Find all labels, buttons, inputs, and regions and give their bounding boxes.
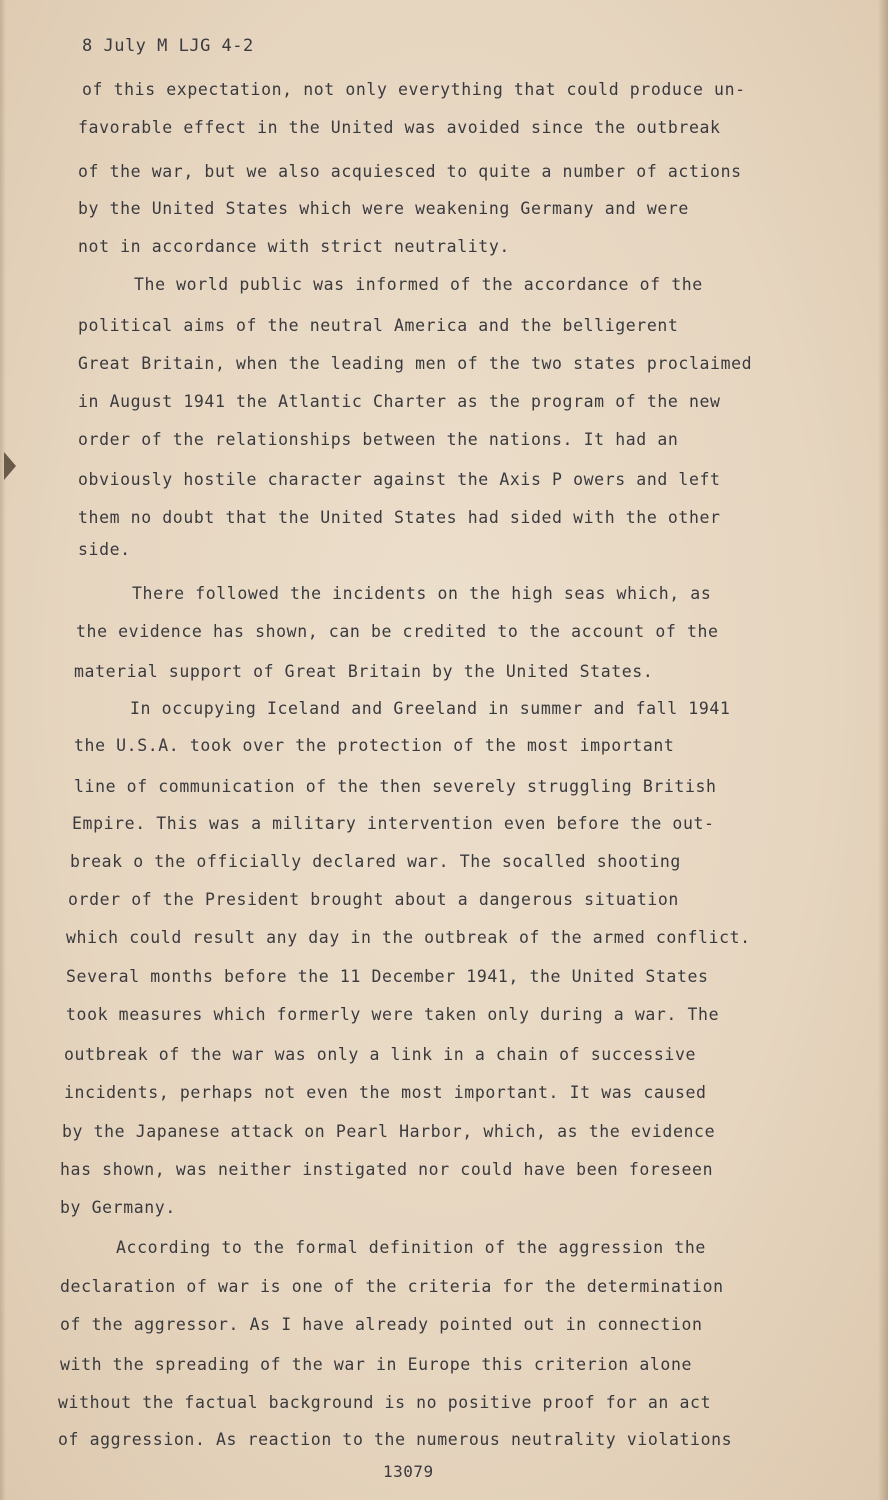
text-line: side. — [78, 540, 131, 559]
text-line: Great Britain, when the leading men of the two states proclaimed — [78, 354, 753, 373]
text-line: of aggression. As reaction to the numerous neutrality violations — [58, 1430, 733, 1449]
text-line: the evidence has shown, can be credited to the account of the — [76, 622, 719, 641]
text-line: In occupying Iceland and Greeland in summer and fall 1941 — [130, 699, 731, 718]
text-line: of this expectation, not only everything that could produce un- — [82, 80, 746, 99]
text-line: Empire. This was a military intervention even before the out- — [72, 814, 715, 833]
text-line: outbreak of the war was only a link in a chain of successive — [64, 1045, 697, 1064]
text-line: of the war, but we also acquiesced to quite a number of actions — [78, 162, 742, 181]
text-line: by Germany. — [60, 1198, 176, 1217]
text-line: obviously hostile character against the Axis P owers and left — [78, 470, 721, 489]
text-line: has shown, was neither instigated nor could have been foreseen — [60, 1160, 714, 1179]
text-line: which could result any day in the outbreak of the armed conflict. — [66, 928, 751, 947]
text-line: favorable effect in the United was avoided since the outbreak — [78, 118, 721, 137]
text-line: of the aggressor. As I have already pointed out in connection — [60, 1315, 703, 1334]
text-line: without the factual background is no positive proof for an act — [58, 1393, 712, 1412]
page-header: 8 July M LJG 4-2 — [82, 36, 254, 56]
text-line: Several months before the 11 December 1941, the United States — [66, 967, 709, 986]
text-line: political aims of the neutral America and the belligerent — [78, 316, 679, 335]
text-line: According to the formal definition of the aggression the — [116, 1238, 706, 1257]
text-line: by the Japanese attack on Pearl Harbor, which, as the evidence — [62, 1122, 716, 1141]
text-line: with the spreading of the war in Europe this criterion alone — [60, 1355, 693, 1374]
text-line: break o the officially declared war. The socalled shooting — [70, 852, 681, 871]
text-line: material support of Great Britain by the United States. — [74, 662, 654, 681]
text-line: There followed the incidents on the high seas which, as — [132, 584, 712, 603]
text-line: order of the relationships between the nations. It had an — [78, 430, 679, 449]
text-line: declaration of war is one of the criteria for the determination — [60, 1277, 724, 1296]
text-line: order of the President brought about a dangerous situation — [68, 890, 679, 909]
text-line: not in accordance with strict neutrality. — [78, 237, 510, 256]
text-line: by the United States which were weakening Germany and were — [78, 199, 689, 218]
page-left-edge — [0, 0, 6, 1500]
text-line: incidents, perhaps not even the most important. It was caused — [64, 1083, 707, 1102]
binding-notch — [4, 452, 16, 480]
text-line: line of communication of the then severely struggling British — [74, 777, 717, 796]
text-line: in August 1941 the Atlantic Charter as the program of the new — [78, 392, 721, 411]
page-number: 13079 — [383, 1462, 434, 1481]
text-line: took measures which formerly were taken only during a war. The — [66, 1005, 720, 1024]
text-line: them no doubt that the United States had sided with the other — [78, 508, 721, 527]
text-line: The world public was informed of the accordance of the — [134, 275, 703, 294]
page-right-edge — [878, 0, 888, 1500]
text-line: the U.S.A. took over the protection of the most important — [74, 736, 675, 755]
